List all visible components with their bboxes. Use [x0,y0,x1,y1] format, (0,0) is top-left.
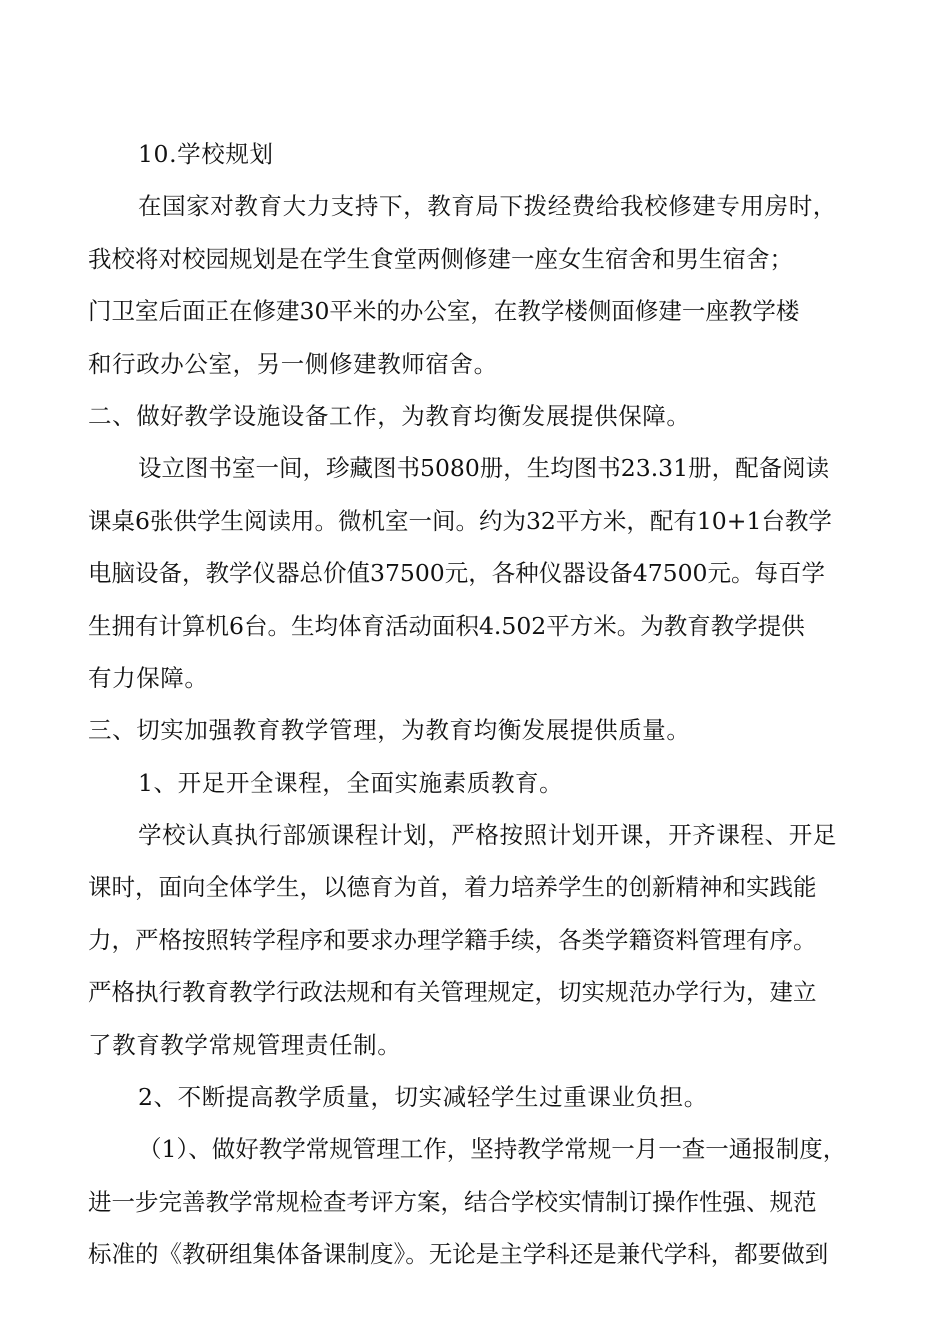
paragraph-line: 学校认真执行部颁课程计划，严格按照计划开课，开齐课程、开足 [138,821,837,850]
paragraph-line: 电脑设备，教学仪器总价值37500元，各种仪器设备47500元。每百学 [88,559,826,588]
paragraph-line: 设立图书室一间，珍藏图书5080册，生均图书23.31册，配备阅读 [138,454,830,483]
document-body [88,128,864,1281]
paragraph-line: 门卫室后面正在修建30平米的办公室，在教学楼侧面修建一座教学楼 [88,297,800,326]
paragraph-line: 生拥有计算机6台。生均体育活动面积4.502平方米。为教育教学提供 [88,611,805,640]
paragraph-line: 我校将对校园规划是在学生食堂两侧修建一座女生宿舍和男生宿舍； [88,244,793,273]
subsection-heading-quality: 2、不断提高教学质量，切实减轻学生过重课业负担。 [138,1083,708,1112]
paragraph-line: 有力保障。 [88,663,209,692]
subsection-heading-curriculum: 1、开足开全课程，全面实施素质教育。 [138,768,564,797]
section-heading-teaching-management: 三、切实加强教育教学管理，为教育均衡发展提供质量。 [88,716,691,745]
paragraph-line: 了教育教学常规管理责任制。 [88,1030,402,1059]
paragraph-line: 标准的《教研组集体备课制度》。无论是主学科还是兼代学科，都要做到 [88,1240,829,1269]
paragraph-line: 和行政办公室，另一侧修建教师宿舍。 [88,349,498,378]
section-heading-facilities: 二、做好教学设施设备工作，为教育均衡发展提供保障。 [88,401,691,430]
paragraph-line: 课桌6张供学生阅读用。微机室一间。约为32平方米，配有10+1台教学 [88,506,832,535]
paragraph-line: 力，严格按照转学程序和要求办理学籍手续，各类学籍资料管理有序。 [88,925,817,954]
paragraph-line: （1）、做好教学常规管理工作，坚持教学常规一月一查一通报制度， [138,1135,847,1164]
paragraph-line: 课时，面向全体学生，以德育为首，着力培养学生的创新精神和实践能 [88,873,817,902]
paragraph-line: 在国家对教育大力支持下，教育局下拨经费给我校修建专用房时， [138,192,837,221]
paragraph-line: 严格执行教育教学行政法规和有关管理规定，切实规范办学行为，建立 [88,978,817,1007]
paragraph-line: 进一步完善教学常规检查考评方案，结合学校实情制订操作性强、规范 [88,1187,817,1216]
section-heading-school-planning: 10.学校规划 [138,140,274,168]
